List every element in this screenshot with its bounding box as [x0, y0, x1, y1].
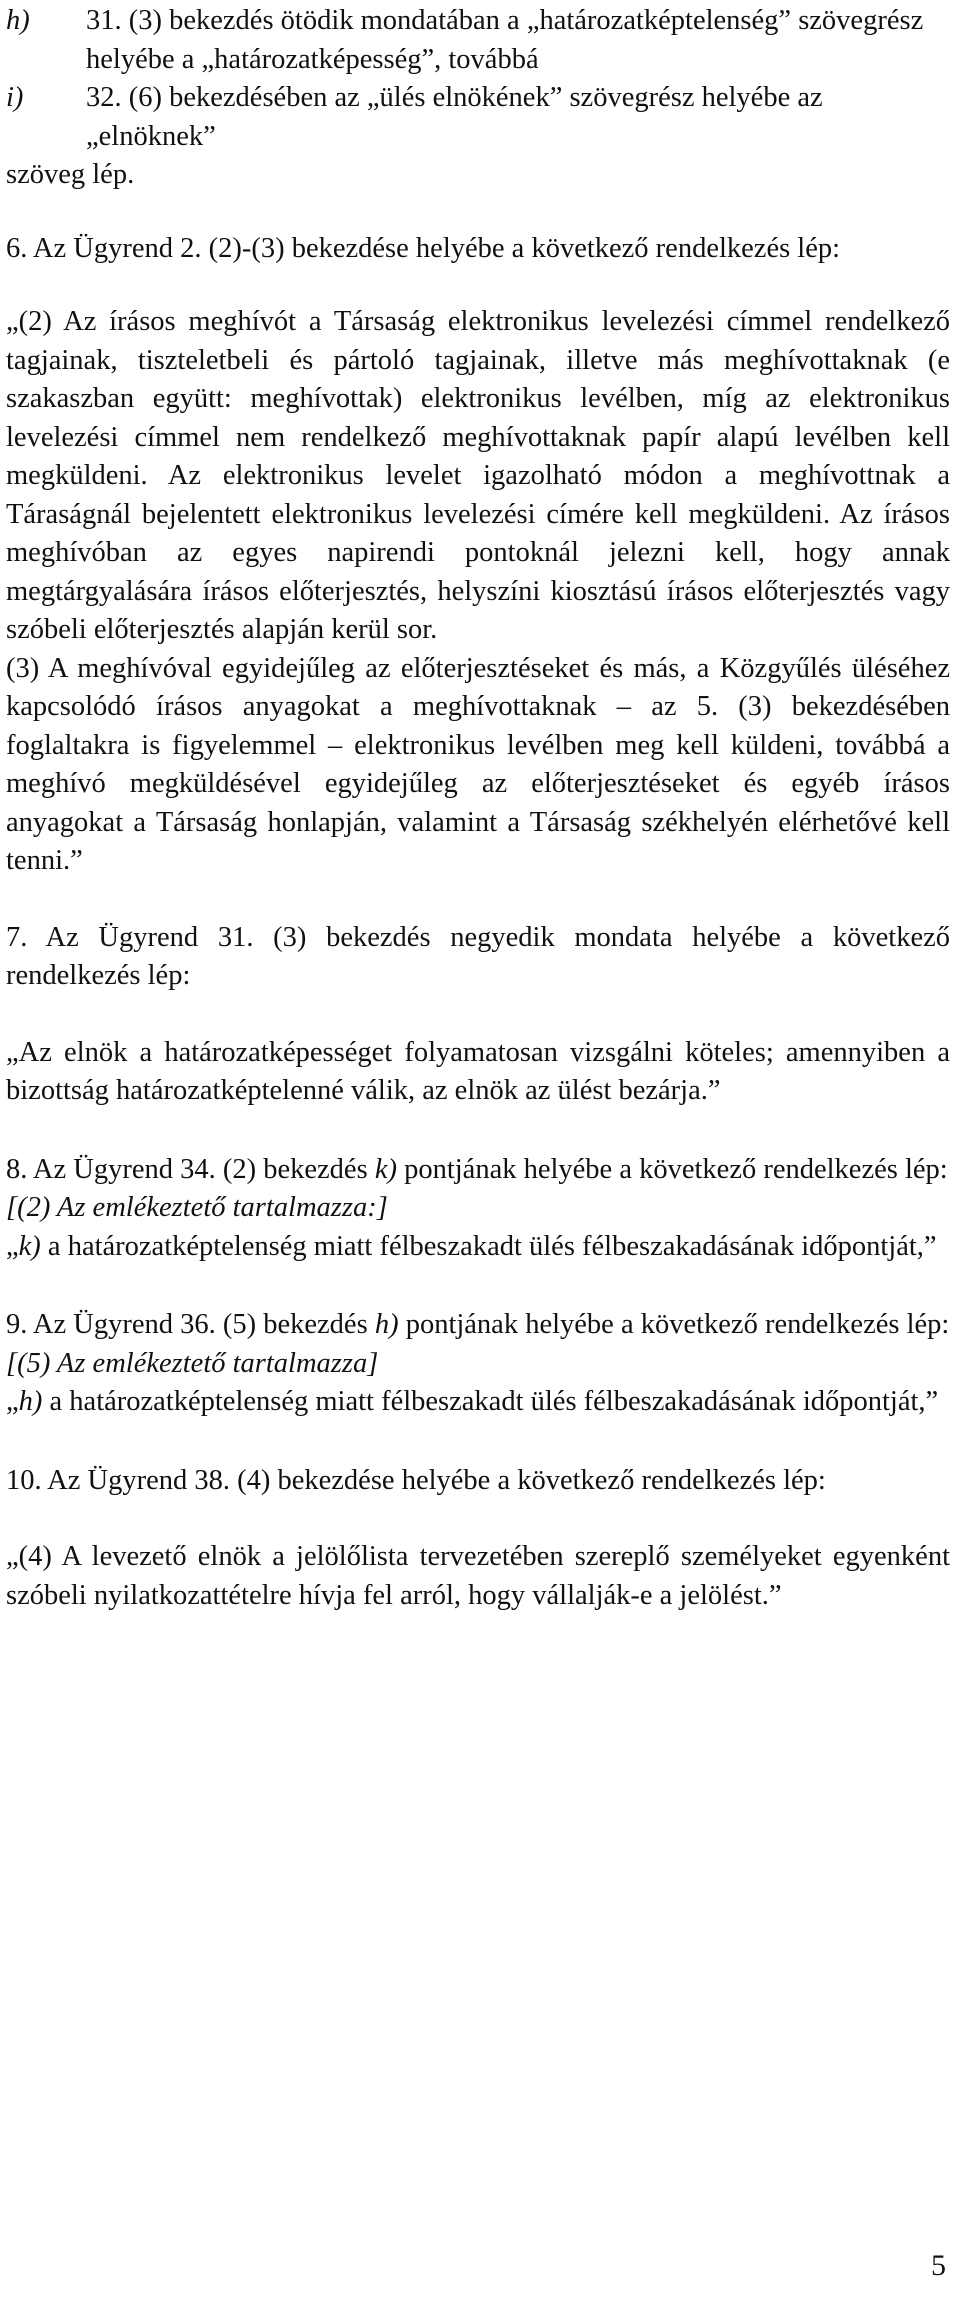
list-item-text: 32. (6) bekezdésében az „ülés elnökének” szövegrész helyébe az „elnöknek” [86, 82, 823, 152]
section-8-intro-text-end: pontjának helyébe a következő rendelkezés lép: [396, 1153, 948, 1185]
section-8-quote-text: a határozatképtelenség miatt félbeszakadt ülés félbeszakadásának időpontját,” [40, 1230, 937, 1262]
section-8-quote [6, 1228, 950, 1267]
section-9-quote-text: a határozatképtelenség miatt félbeszakadt ülés félbeszakadásának időpontját,” [42, 1386, 939, 1417]
section-9-point-ref: h) [374, 1309, 399, 1340]
section-7-intro: 7. Az Ügyrend 31. (3) bekezdés negyedik mondata helyébe a következő rendelkezés lép: [6, 921, 950, 991]
section-9-quote-ref: h) [18, 1386, 43, 1417]
section-9-quote-open: „ [6, 1386, 19, 1417]
list-item-text: 31. (3) bekezdés ötödik mondatában a „határozatképtelenség” szövegrész helyébe a „határozatképesség”, továbbá [86, 5, 924, 75]
section-6-paragraph-2: „(2) Az írásos meghívót a Társaság elektronikus levelezési címmel rendelkező tagjainak, tiszteletbeli és pártoló tagjainak, illetve más meghívottaknak (e szakaszban együtt: meghívottak) elektronikus levélben, míg az elektronikus levelezési címmel nem rendelkező meghívottaknak papír alapú levélben kell megküldeni. Az elektronikus levelet igazolható módon a meghívottnak a Táraságnál bejelentett elektronikus levelezési címére kell megküldeni. Az írásos meghívóban az egyes napirendi pontoknál jelezni kell, hogy annak megtárgyalására írásos előterjesztés, helyszíni kiosztású írásos előterjesztés vagy szóbeli előterjesztés alapján kerül sor. [6, 306, 950, 645]
section-6-paragraph-3: (3) A meghívóval egyidejűleg az előterjesztéseket és más, a Közgyűlés üléséhez kapcsolódó írásos anyagokat a meghívottaknak – az 5. (3) bekezdésében foglaltakra is figyelemmel – elektronikus levélben meg kell küldeni, továbbá a meghívó megküldésével egyidejűleg az előterjesztéseket és egyéb írásos anyagokat a Társaság honlapján, valamint a Társaság székhelyén elérhetővé kell tenni.” [6, 652, 950, 876]
list-marker: i) [6, 82, 24, 113]
section-8-bracket-context: [(2) Az emlékeztető tartalmazza:] [6, 1192, 388, 1223]
section-7-quote: „Az elnök a határozatképességet folyamatosan vizsgálni köteles; amennyiben a bizottság határozatképtelenné válik, az elnök az ülést bezárja.” [6, 1036, 950, 1106]
section-8-quote-open: „ [6, 1230, 19, 1262]
section-10-quote: „(4) A levezető elnök a jelölőlista tervezetében szereplő személyeket egyenként szóbeli nyilatkozattételre hívja fel arról, hogy vállalják-e a jelölést.” [6, 1541, 950, 1611]
section-10-intro: 10. Az Ügyrend 38. (4) bekezdése helyébe a következő rendelkezés lép: [6, 1464, 826, 1496]
list-marker: h) [6, 5, 30, 36]
document-body [6, 2, 950, 1615]
section-8-intro [6, 1151, 950, 1190]
list-tail: szöveg lép. [6, 159, 135, 190]
section-8-quote-ref: k) [18, 1230, 41, 1262]
section-9-intro [6, 1306, 950, 1345]
section-9-bracket-context: [(5) Az emlékeztető tartalmazza] [6, 1347, 379, 1379]
list-item-i [6, 79, 950, 156]
list-item-h [6, 2, 950, 79]
section-6-intro: 6. Az Ügyrend 2. (2)-(3) bekezdése helyébe a következő rendelkezés lép: [6, 232, 841, 264]
section-9-intro-text: 9. Az Ügyrend 36. (5) bekezdés [6, 1309, 375, 1340]
section-8-intro-text: 8. Az Ügyrend 34. (2) bekezdés [6, 1153, 375, 1185]
section-8-point-ref: k) [374, 1153, 397, 1185]
section-9-intro-text-end: pontjának helyébe a következő rendelkezés lép: [398, 1309, 950, 1340]
page-number: 5 [931, 2249, 946, 2282]
section-9-quote [6, 1383, 950, 1422]
